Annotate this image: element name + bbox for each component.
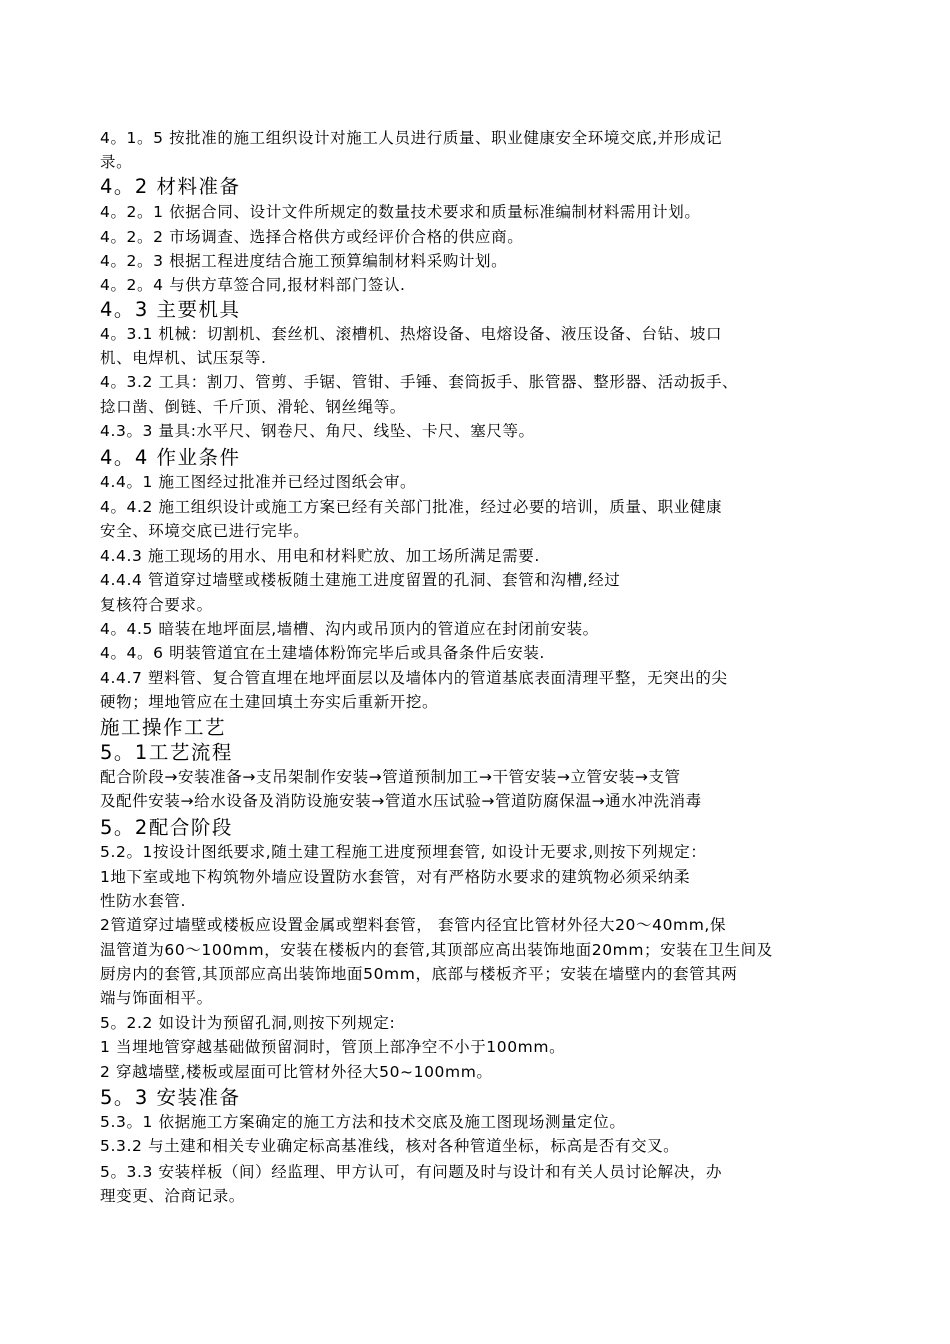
text-line: 温管道为60～100mm，安装在楼板内的套管,其顶部应高出装饰地面20mm；安装在卫生间及	[100, 941, 773, 959]
text-line: 4。2。3 根据工程进度结合施工预算编制材料采购计划。	[100, 252, 508, 270]
text-line: 4。4。6 明装管道宜在土建墙体粉饰完毕后或具备条件后安装.	[100, 644, 545, 662]
text-line: 硬物；埋地管应在土建回填土夯实后重新开挖。	[100, 693, 439, 711]
text-line: 性防水套管.	[100, 892, 187, 910]
text-line: 5。2.2 如设计为预留孔洞,则按下列规定:	[100, 1014, 396, 1032]
section-heading: 5。3 安装准备	[100, 1086, 241, 1109]
section-heading: 4。2 材料准备	[100, 175, 241, 198]
text-line: 4。2。4 与供方草签合同,报材料部门签认.	[100, 276, 406, 294]
section-heading: 4。4 作业条件	[100, 446, 241, 469]
text-line: 录。	[100, 153, 133, 171]
text-line: 4。4.2 施工组织设计或施工方案已经有关部门批准，经过必要的培训，质量、职业健康	[100, 498, 723, 516]
section-heading: 施工操作工艺	[100, 716, 227, 739]
text-line: 5.2。1按设计图纸要求,随土建工程施工进度预埋套管, 如设计无要求,则按下列规定：	[100, 843, 707, 861]
text-line: 1地下室或地下构筑物外墙应设置防水套管，对有严格防水要求的建筑物必须采纳柔	[100, 868, 691, 886]
text-line: 2 穿越墙壁,楼板或屋面可比管材外径大50~100mm。	[100, 1063, 493, 1081]
text-line: 配合阶段→安装准备→支吊架制作安装→管道预制加工→干管安装→立管安装→支管	[100, 768, 681, 786]
text-line: 厨房内的套管,其顶部应高出装饰地面50mm，底部与楼板齐平；安装在墙壁内的套管其两	[100, 965, 738, 983]
text-line: 理变更、洽商记录。	[100, 1187, 245, 1205]
text-line: 4.3。3 量具:水平尺、钢卷尺、角尺、线坠、卡尺、塞尺等。	[100, 422, 535, 440]
text-line: 4.4。1 施工图经过批准并已经过图纸会审。	[100, 473, 417, 491]
text-line: 4。2。2 市场调查、选择合格供方或经评价合格的供应商。	[100, 228, 524, 246]
text-line: 机、电焊机、试压泵等.	[100, 349, 267, 367]
section-heading: 5。2配合阶段	[100, 816, 233, 839]
text-line: 1 当埋地管穿越基础做预留洞时，管顶上部净空不小于100mm。	[100, 1038, 566, 1056]
text-line: 4.4.3 施工现场的用水、用电和材料贮放、加工场所满足需要.	[100, 547, 540, 565]
text-line: 4.4.4 管道穿过墙壁或楼板随土建施工进度留置的孔洞、套管和沟槽,经过	[100, 571, 621, 589]
text-line: 4。4.5 暗装在地坪面层,墙槽、沟内或吊顶内的管道应在封闭前安装。	[100, 620, 599, 638]
section-heading: 4。3 主要机具	[100, 298, 241, 321]
section-heading: 5。1工艺流程	[100, 741, 233, 764]
text-line: 4。3.1 机械：切割机、套丝机、滚槽机、热熔设备、电熔设备、液压设备、台钻、坡口	[100, 325, 723, 343]
text-line: 捻口凿、倒链、千斤顶、滑轮、钢丝绳等。	[100, 398, 406, 416]
text-line: 2管道穿过墙壁或楼板应设置金属或塑料套管， 套管内径宜比管材外径大20～40mm,保	[100, 916, 727, 934]
text-line: 复核符合要求。	[100, 596, 213, 614]
text-line: 及配件安装→给水设备及消防设施安装→管道水压试验→管道防腐保温→通水冲洗消毒	[100, 792, 702, 810]
text-line: 4。3.2 工具：割刀、管剪、手锯、管钳、手锤、套筒扳手、胀管器、整形器、活动扳手、	[100, 373, 739, 391]
text-line: 端与饰面相平。	[100, 989, 213, 1007]
text-line: 5。3.3 安装样板（间）经监理、甲方认可，有问题及时与设计和有关人员讨论解决，办	[100, 1163, 723, 1181]
text-line: 5.3。1 依据施工方案确定的施工方法和技术交底及施工图现场测量定位。	[100, 1113, 626, 1131]
text-line: 4.4.7 塑料管、复合管直埋在地坪面层以及墙体内的管道基底表面清理平整，无突出的尖	[100, 669, 728, 687]
text-line: 安全、环境交底已进行完毕。	[100, 522, 310, 540]
text-line: 5.3.2 与土建和相关专业确定标高基准线，核对各种管道坐标，标高是否有交叉。	[100, 1137, 680, 1155]
text-line: 4。2。1 依据合同、设计文件所规定的数量技术要求和质量标准编制材料需用计划。	[100, 203, 701, 221]
text-line: 4。1。5 按批准的施工组织设计对施工人员进行质量、职业健康安全环境交底,并形成记	[100, 129, 723, 147]
